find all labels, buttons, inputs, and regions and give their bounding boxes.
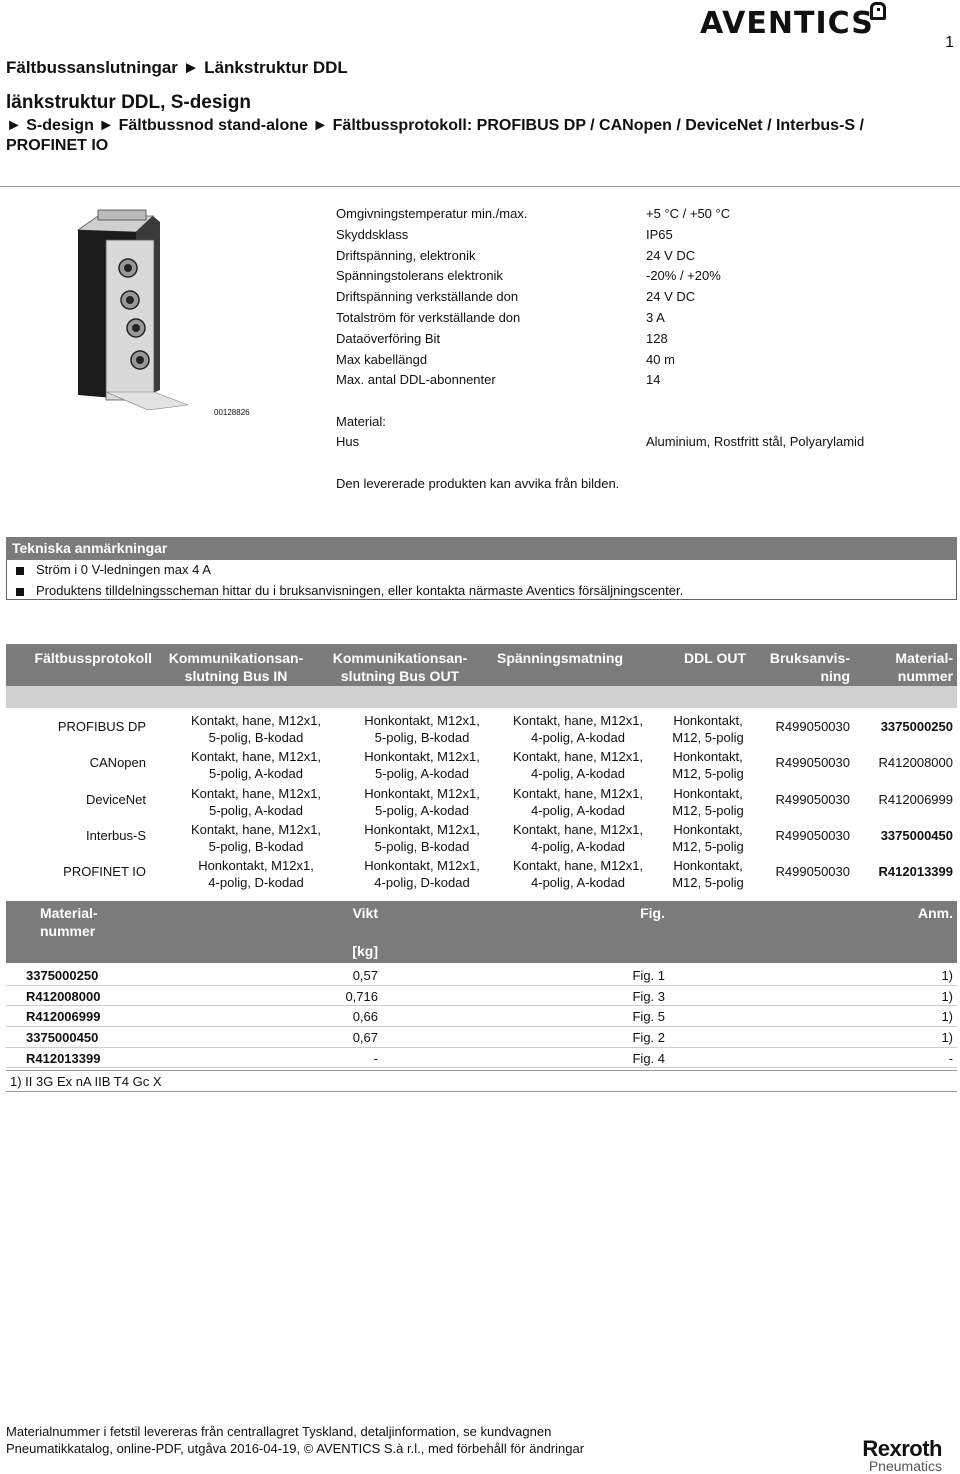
cell-bus-in: Honkontakt, M12x1, 4-polig, D-kodad [198,858,314,890]
cell-manual: R499050030 [775,719,850,734]
cell-bus-in: Kontakt, hane, M12x1, 5-polig, A-kodad [190,786,322,818]
cell-ddl-out: Honkontakt, M12, 5-polig [672,786,744,818]
table2-header-row [6,901,957,963]
table-row [6,1027,957,1048]
cell-bus-in: Kontakt, hane, M12x1, 5-polig, A-kodad [190,749,322,781]
cell-protocol: PROFINET IO [63,864,146,879]
cell-power: Kontakt, hane, M12x1, 4-polig, A-kodad [512,822,644,854]
spec-label: Driftspänning, elektronik [336,247,476,263]
spec-labels [336,204,636,391]
cell-manual: R499050030 [775,755,850,770]
cell-bus-out: Honkontakt, M12x1, 5-polig, A-kodad [364,749,480,781]
col2-note: Anm. [918,905,953,921]
spec-value: IP65 [646,226,673,242]
table-row [6,986,957,1007]
category-path: ► S-design ► Fältbussnod stand-alone ► Fältbussprotokoll: PROFIBUS DP / CANopen / DeviceNet / Interbus-S / PROFINET IO [6,117,864,154]
cell2-fig[interactable]: Fig. 5 [632,1009,665,1025]
col-matnr: Material- nummer [895,650,953,684]
cell-power: Kontakt, hane, M12x1, 4-polig, A-kodad [512,749,644,781]
tech-note-item: Produktens tilldelningsscheman hittar du i bruksanvisningen, eller kontakta närmaste Aventics försäljningscenter. [16,583,683,598]
spec-label: Max kabellängd [336,351,428,367]
spec-value: 24 V DC [646,247,696,263]
table-row [6,965,957,986]
footer-catalog: Pneumatikkatalog, online-PDF, utgåva 2016-04-19, © AVENTICS S.à r.l., med förbehåll för ändringar [6,1441,585,1456]
cell-matnr[interactable]: R412013399 [878,864,953,879]
cell-protocol: PROFIBUS DP [57,719,146,734]
col2-weight: Vikt [352,905,378,921]
cell-protocol: DeviceNet [86,792,146,807]
spec-value: 24 V DC [646,289,696,305]
spec-label: Dataöverföring Bit [336,330,441,346]
breadcrumb: Fältbussanslutningar ► Länkstruktur DDL [6,58,348,77]
spec-value: 14 [646,372,661,388]
cell2-weight: 0,716 [345,988,378,1004]
table1-header-subrow [6,686,957,708]
col2-weight-unit: [kg] [352,943,378,959]
cell2-note: - [948,1050,953,1066]
spec-label: Totalström för verkställande don [336,309,521,325]
col-bus-in: Kommunikationsan- slutning Bus IN [168,650,304,684]
spec-value: 40 m [646,351,675,367]
spec-value: -20% / +20% [646,268,721,284]
tech-note-item: Ström i 0 V-ledningen max 4 A [16,562,211,577]
cell-ddl-out: Honkontakt, M12, 5-polig [672,749,744,781]
page-title: länkstruktur DDL, S-design [6,92,251,113]
cell2-matnr[interactable]: 3375000250 [26,968,99,983]
spec-value: 128 [646,330,668,346]
col2-fig: Fig. [640,905,665,921]
cell2-fig[interactable]: Fig. 2 [632,1030,665,1046]
spec-label: Skyddsklass [336,226,409,242]
cell-power: Kontakt, hane, M12x1, 4-polig, A-kodad [512,786,644,818]
material-heading: Material: [336,414,386,429]
footnote: 1) II 3G Ex nA IIB T4 Gc X [10,1074,162,1089]
material-value: Aluminium, Rostfritt stål, Polyarylamid [646,434,865,449]
cell-protocol: CANopen [89,755,146,770]
cell2-matnr[interactable]: R412008000 [26,988,101,1004]
rexroth-logo: Rexroth [862,1436,942,1461]
spec-label: Driftspänning verkställande don [336,289,519,305]
cell2-note: 1) [941,1030,953,1046]
disclaimer: Den levererade produkten kan avvika från bilden. [336,476,620,491]
cell-bus-out: Honkontakt, M12x1, 4-polig, D-kodad [364,858,480,890]
cell2-weight: 0,66 [352,1009,378,1025]
material-label: Hus [336,434,360,449]
col-power: Spänningsmatning [497,650,623,666]
cell2-note: 1) [941,968,953,983]
bullet-icon [16,567,24,575]
bullet-icon [16,588,24,596]
cell-power: Kontakt, hane, M12x1, 4-polig, A-kodad [512,858,644,890]
spec-label: Spänningstolerans elektronik [336,268,503,284]
rexroth-logo-subtitle: Pneumatics [868,1458,942,1474]
table-row [6,1048,957,1069]
col-ddl-out: DDL OUT [684,650,746,666]
cell-manual: R499050030 [775,828,850,843]
cell-power: Kontakt, hane, M12x1, 4-polig, A-kodad [512,713,644,745]
cell2-matnr[interactable]: R412006999 [26,1009,101,1025]
cell2-matnr[interactable]: 3375000450 [26,1030,99,1046]
cell-bus-out: Honkontakt, M12x1, 5-polig, A-kodad [364,786,480,818]
cell-manual: R499050030 [775,792,850,807]
cell-bus-in: Kontakt, hane, M12x1, 5-polig, B-kodad [190,713,322,745]
spec-values [646,204,946,391]
spec-label: Omgivningstemperatur min./max. [336,206,528,221]
product-image [68,200,218,410]
cell-bus-out: Honkontakt, M12x1, 5-polig, B-kodad [364,822,480,854]
cell-ddl-out: Honkontakt, M12, 5-polig [672,822,744,854]
cell-ddl-out: Honkontakt, M12, 5-polig [672,713,744,745]
col-protocol: Fältbussprotokoll [34,650,152,666]
table-row [6,1006,957,1027]
col-bus-out: Kommunikationsan- slutning Bus OUT [332,650,468,684]
footer-note: Materialnummer i fetstil levereras från centrallagret Tyskland, detaljinformation, se kundvagnen [6,1424,552,1439]
col-manual: Bruksanvis- ning [769,650,850,684]
aventics-logo-mark-icon [870,2,886,20]
cell-ddl-out: Honkontakt, M12, 5-polig [672,858,744,890]
cell2-fig[interactable]: Fig. 3 [632,988,665,1004]
cell-bus-in: Kontakt, hane, M12x1, 5-polig, B-kodad [190,822,322,854]
image-id: 00128826 [214,408,250,417]
cell-matnr[interactable]: R412006999 [878,792,953,807]
cell-manual: R499050030 [775,864,850,879]
cell-matnr[interactable]: 3375000450 [880,828,953,843]
spec-value: 3 A [646,309,665,325]
cell2-matnr[interactable]: R412013399 [26,1050,101,1066]
spec-value: +5 °C / +50 °C [646,206,731,221]
header-divider [0,186,960,187]
tech-notes-heading: Tekniska anmärkningar [6,537,957,560]
cell2-note: 1) [941,988,953,1004]
cell-matnr[interactable]: R412008000 [878,755,953,770]
cell2-fig[interactable]: Fig. 1 [632,968,665,983]
cell-protocol: Interbus-S [86,828,146,843]
cell2-fig[interactable]: Fig. 4 [632,1050,665,1066]
cell2-weight: 0,67 [352,1030,378,1046]
cell2-note: 1) [941,1009,953,1025]
aventics-logo: AVENTICS [700,6,886,41]
cell-bus-out: Honkontakt, M12x1, 5-polig, B-kodad [364,713,480,745]
cell-matnr[interactable]: 3375000250 [880,719,953,734]
col2-matnr: Material- nummer [40,905,98,939]
cell2-weight: - [373,1050,378,1066]
cell2-weight: 0,57 [352,968,378,983]
spec-label: Max. antal DDL-abonnenter [336,372,496,388]
page-number: 1 [945,34,954,51]
